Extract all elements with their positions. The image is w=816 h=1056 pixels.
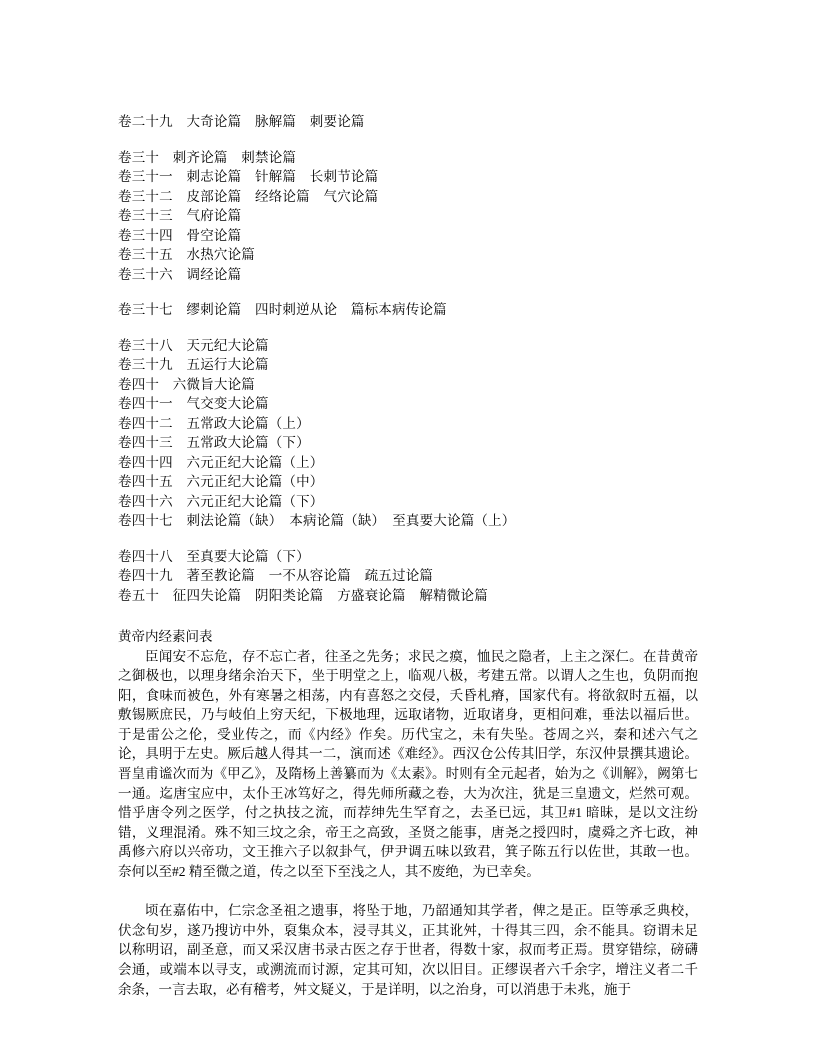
toc-line: 卷三十 刺齐论篇 刺禁论篇 <box>118 149 297 165</box>
toc-line: 卷三十八 天元纪大论篇 <box>118 337 269 353</box>
toc-line: 卷四十八 至真要大论篇（下） <box>118 548 310 564</box>
toc-line: 卷四十七 刺法论篇（缺） 本病论篇（缺） 至真要大论篇（上） <box>118 513 516 528</box>
toc-line: 卷四十五 六元正纪大论篇（中） <box>118 474 324 489</box>
toc-line: 卷三十六 调经论篇 <box>118 266 242 282</box>
toc-line: 卷三十九 五运行大论篇 <box>118 357 269 372</box>
toc-line: 卷三十七 缪刺论篇 四时刺逆从论 篇标本病传论篇 <box>118 302 447 317</box>
toc-line: 卷三十一 刺志论篇 针解篇 长刺节论篇 <box>118 169 379 184</box>
toc-line: 卷四十四 六元正纪大论篇（上） <box>118 454 324 470</box>
toc-line: 卷四十一 气交变大论篇 <box>118 396 269 411</box>
toc-line: 卷三十二 皮部论篇 经络论篇 气穴论篇 <box>118 188 379 204</box>
toc-group-5 <box>118 547 698 606</box>
body-paragraph: 顷在嘉佑中，仁宗念圣祖之遗事，将坠于地，乃韶通知其学者，俾之是正。臣等承乏典校，伏念旬岁，遂乃搜访中外，裒集众本，浸寻其义，正其讹舛，十得其三四，余不能具。窃谓未足以称明诏，副圣意，而又采汉唐书录古医之存于世者，得数十家，叔而考正焉。贯穿错综，磅礴会通，或端本以寻支，或溯流而讨源，定其可知，次以旧目。正缪误者六千余字，增注义者二千余条，一言去取，必有稽考，舛文疑义，于是详明，以之治身，可以消患于未兆，施于 <box>118 903 698 997</box>
toc-group-1 <box>118 112 698 132</box>
toc-line: 卷三十四 骨空论篇 <box>118 227 242 243</box>
toc-line: 卷三十五 水热穴论篇 <box>118 247 255 262</box>
toc-group-3 <box>118 300 698 320</box>
toc-group-2 <box>118 148 698 285</box>
body-paragraph: 臣闻安不忘危，存不忘亡者，往圣之先务；求民之瘼，恤民之隐者，上主之深仁。在昔黄帝之御极也，以理身绪余治天下，坐于明堂之上，临观八极，考建五常。以谓人之生也，负阴而抱阳，食味而被色，外有寒暑之相荡，内有喜怒之交侵，夭昏札瘠，国家代有。将欲叙时五福，以敷锡厥庶民，乃与岐伯上穷天纪，下极地理，远取诸物，近取诸身，更相问难，垂法以福后世。于是雷公之伦，受业传之，而《内经》作矣。历代宝之，未有失坠。苍周之兴，秦和述六气之论，具明于左史。厥后越人得其一二，演而述《难经》。西汉仓公传其旧学，东汉仲景撰其遗论。晋皇甫谧次而为《甲乙》，及隋杨上善纂而为《太素》。时则有全元起者，始为之《训解》，阙第七一通。迄唐宝应中，太仆王冰笃好之，得先师所藏之卷，大为次注，犹是三皇遗文，烂然可观。惜乎唐令列之医学，付之执技之流，而荐绅先生罕育之，去圣已远，其卫#1 暗昧，是以文注纷错，义理混淆。殊不知三坟之余，帝王之高致，圣贤之能事，唐尧之授四时，虞舜之齐七政，神禹修六府以兴帝功，文王推六子以叙卦气，伊尹调五味以致君，箕子陈五行以佐世，其敢一也。奈何以至#2 精至微之道，传之以至下至浅之人，其不废绝，为已幸矣。 <box>118 648 698 880</box>
toc-group-4 <box>118 336 698 531</box>
toc-line: 卷四十六 六元正纪大论篇（下） <box>118 493 324 509</box>
toc-line: 卷四十二 五常政大论篇（上） <box>118 415 310 431</box>
section-title: 黄帝内经素问表 <box>118 629 213 644</box>
toc-line: 卷二十九 大奇论篇 脉解篇 刺要论篇 <box>118 114 365 129</box>
toc-line: 卷五十 征四失论篇 阴阳类论篇 方盛衰论篇 解精微论篇 <box>118 587 488 603</box>
toc-line: 卷四十九 著至教论篇 一不从容论篇 疏五过论篇 <box>118 568 434 583</box>
toc-line: 卷四十 六微旨大论篇 <box>118 376 255 392</box>
toc-line: 卷四十三 五常政大论篇（下） <box>118 435 310 450</box>
toc-line: 卷三十三 气府论篇 <box>118 208 242 223</box>
